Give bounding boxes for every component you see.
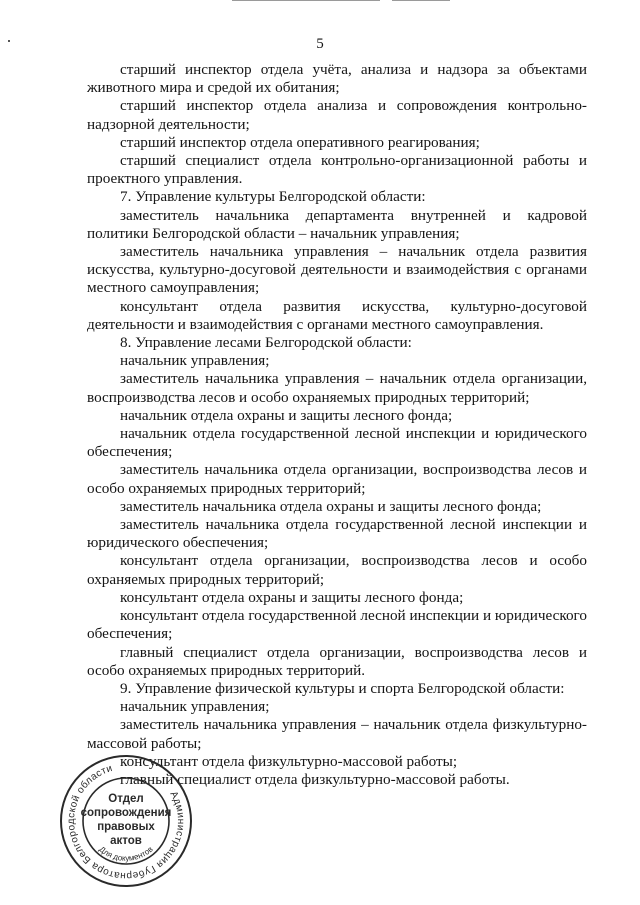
paragraph: начальник управления; [120,352,270,370]
paragraph: старший инспектор отдела оперативного реагирования; [120,133,480,151]
stamp-bottom-text: Для документов [97,844,155,863]
paragraph: заместитель начальника управления – начальник отдела организации, воспроизводства лесов и особо охраняемых природных территорий; [87,370,587,406]
paragraph: заместитель начальника отдела государственной лесной инспекции и юридического обеспечения; [87,516,587,552]
official-stamp [57,752,195,890]
paragraph: консультант отдела охраны и защиты лесного фонда; [120,588,464,606]
section-heading: 9. Управление физической культуры и спорта Белгородской области: [120,679,565,697]
section-heading: 7. Управление культуры Белгородской области: [120,188,426,206]
document-body [87,61,587,789]
paragraph: старший специалист отдела контрольно-организационной работы и проектного управления. [87,152,587,188]
top-edge-line [232,0,380,4]
paragraph: старший инспектор отдела анализа и сопровождения контрольно-надзорной деятельности; [87,97,587,133]
paragraph: заместитель начальника управления – начальник отдела физкультурно-массовой работы; [87,716,587,752]
paragraph: заместитель начальника департамента внутренней и кадровой политики Белгородской области – начальник управления; [87,206,587,242]
stamp-line: Отдел [108,793,144,805]
page-number: 5 [316,36,324,52]
section-heading: 8. Управление лесами Белгородской области: [120,334,412,352]
paragraph: заместитель начальника отдела организации, воспроизводства лесов и особо охраняемых природных территорий; [87,461,587,497]
paragraph: старший инспектор отдела учёта, анализа и надзора за объектами животного мира и средой их обитания; [87,61,587,97]
paragraph: заместитель начальника управления – начальник отдела развития искусства, культурно-досуговой деятельности и взаимодействия с органами местного самоуправления; [87,243,587,297]
paragraph: консультант отдела государственной лесной инспекции и юридического обеспечения; [87,607,587,643]
stamp-ring-text: Администрация Губернатора Белгородской области [65,762,187,882]
paragraph: главный специалист отдела организации, воспроизводства лесов и особо охраняемых природных территорий. [87,643,587,679]
paragraph: начальник отдела охраны и защиты лесного фонда; [120,406,453,424]
stamp-line: правовых [97,821,155,833]
paragraph: главный специалист отдела физкультурно-массовой работы. [120,770,510,788]
paragraph: начальник управления; [120,698,270,716]
paragraph: консультант отдела развития искусства, культурно-досуговой деятельности и взаимодействия с органами местного самоуправления. [87,297,587,333]
paragraph: начальник отдела государственной лесной инспекции и юридического обеспечения; [87,425,587,461]
paragraph: заместитель начальника отдела охраны и защиты лесного фонда; [120,497,542,515]
stamp-line: актов [110,835,142,847]
stamp-line: сопровождения [80,807,172,819]
top-edge-line [392,0,450,4]
paragraph: консультант отдела организации, воспроизводства лесов и особо охраняемых природных территорий; [87,552,587,588]
paragraph: консультант отдела физкультурно-массовой работы; [120,752,458,770]
stamp-center-text [75,792,177,848]
